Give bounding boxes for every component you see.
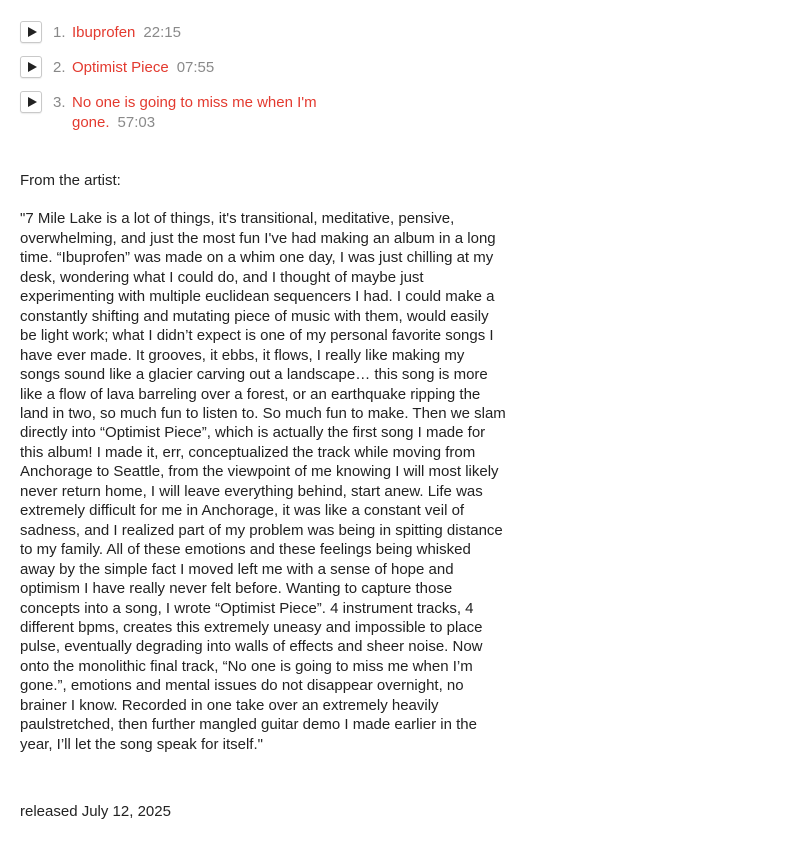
- play-icon: [28, 62, 37, 72]
- description-body: "7 Mile Lake is a lot of things, it's transitional, meditative, pensive, overwhelming, and just the most fun I've had making an album in a long time. “Ibuprofen” was made on a whim one day, I was just chilling at my desk, wondering what I could do, and I thought of maybe just experimenting with multiple euclidean sequencers I had. I could make a constantly shifting and mutating piece of music with them, would easily be light work; what I didn’t expect is one of my personal favorite songs I have ever made. It grooves, it ebbs, it flows, I really like making my songs sound like a glacier carving out a landscape… this song is more like a flow of lava barreling over a forest, or an earthquake ripping the land in two, so much fun to listen to. So much fun to make. Then we slam directly into “Optimist Piece”, which is actually the first song I made for this album! I made it, err, conceptualized the track while moving from Anchorage to Seattle, from the viewpoint of me knowing I will most likely never return home, I will leave everything behind, start anew. Life was extremely difficult for me in Anchorage, it was like a constant veil of sadness, and I realized part of my problem was being in spitting distance to my family. All of these emotions and these feelings being whisked away by the simple fact I moved left me with a sense of hope and optimism I have really never felt before. Wanting to capture those concepts into a song, I wrote “Optimist Piece”. 4 instrument tracks, 4 different bpms, creates this extremely uneasy and impossible to place pulse, eventually degrading into walls of effects and sheer noise. Now onto the monolithic final track, “No one is going to miss me when I’m gone.”, emotions and mental issues do not disappear overnight, no brainer I know. Recorded in one take over an extremely heavily paulstretched, then further mangled guitar demo I made earlier in the year, I’ll let the song speak for itself.": [20, 210, 506, 753]
- track-duration: 22:15: [143, 24, 181, 41]
- track-row: [20, 90, 350, 133]
- track-row: [20, 20, 350, 46]
- track-title-link[interactable]: No one is going to miss me when I'm gone.: [72, 94, 317, 131]
- track-list: [20, 20, 350, 142]
- track-duration: 57:03: [117, 114, 156, 131]
- album-description: [20, 171, 508, 754]
- play-button[interactable]: [20, 56, 42, 78]
- play-button[interactable]: [20, 91, 42, 113]
- play-icon: [28, 97, 37, 107]
- play-icon: [28, 27, 37, 37]
- track-number: 1.: [53, 24, 66, 41]
- track-title-link[interactable]: Optimist Piece: [72, 59, 169, 76]
- track-number: 3.: [53, 94, 66, 111]
- release-date: released July 12, 2025: [20, 803, 171, 820]
- track-row: [20, 55, 350, 81]
- description-intro: From the artist:: [20, 172, 121, 189]
- track-number: 2.: [53, 59, 66, 76]
- track-title-link[interactable]: Ibuprofen: [72, 24, 136, 41]
- track-duration: 07:55: [176, 59, 215, 76]
- play-button[interactable]: [20, 21, 42, 43]
